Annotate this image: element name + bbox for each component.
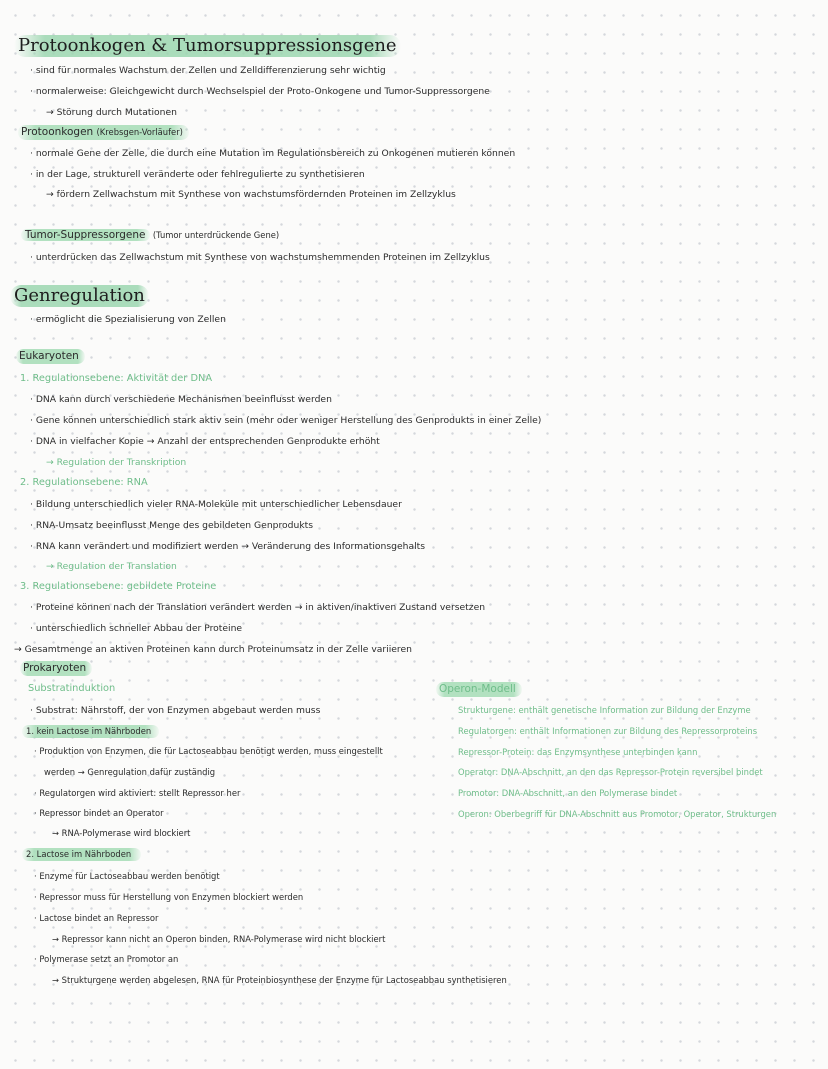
section-title-protoonkogen: Protoonkogen & Tumorsuppressionsgene: [14, 35, 401, 57]
section-title-genregulation: Genregulation: [10, 285, 149, 307]
proto-line-6: → fördern Zellwachstum mit Synthese von wachstumsfördernden Proteinen im Zellzyklus: [46, 189, 456, 200]
proto-line-4: · normale Gene der Zelle, die durch eine Mutation im Regulationsbereich zu Onkogenen mutieren können: [30, 148, 516, 159]
euk-line-1-1: · DNA kann durch verschiedene Mechanismen beeinflusst werden: [30, 394, 332, 405]
euk-line-1-4: → Regulation der Transkription: [46, 457, 187, 468]
operon-line-1: Strukturgene: enthält genetische Information zur Bildung der Enzyme: [458, 705, 751, 715]
gen-line-1: · ermöglicht die Spezialisierung von Zellen: [30, 314, 226, 325]
euk-line-1-2: · Gene können unterschiedlich stark aktiv sein (mehr oder weniger Herstellung des Genprodukts in einer Zelle): [30, 415, 542, 426]
prok-c2-line-6: → Strukturgene werden abgelesen, RNA für Proteinbiosynthese der Enzyme für Lactoseabbau synthetisieren: [52, 975, 507, 985]
euk-line-1-3: · DNA in vielfacher Kopie → Anzahl der entsprechenden Genprodukte erhöht: [30, 436, 380, 447]
proto-line-5: · in der Lage, strukturell veränderte oder fehlregulierte zu synthetisieren: [30, 169, 365, 180]
heading-eukaryoten: Eukaryoten: [16, 349, 85, 364]
prok-c1-line-4: → RNA-Polymerase wird blockiert: [52, 828, 191, 838]
operon-line-2: Regulatorgen: enthält Informationen zur Bildung des Repressorproteins: [458, 726, 758, 736]
heading-prokaryoten: Prokaryoten: [20, 661, 92, 676]
heading-protoonkogen: [18, 125, 189, 140]
heading-regulationsebene-2: 2. Regulationsebene: RNA: [20, 477, 148, 488]
prok-c2-line-1: · Enzyme für Lactoseabbau werden benötigt: [34, 871, 220, 881]
prok-c2-line-3: · Lactose bindet an Repressor: [34, 913, 159, 923]
operon-line-6: Operon: Oberbegriff für DNA-Abschnitt aus Promotor, Operator, Strukturgen: [458, 809, 777, 819]
proto-line-7: · unterdrücken das Zellwachstum mit Synthese von wachstumshemmenden Proteinen im Zellzyklus: [30, 252, 490, 263]
heading-regulationsebene-3: 3. Regulationsebene: gebildete Proteine: [20, 581, 217, 592]
prok-c1-line-3: · Repressor bindet an Operator: [34, 808, 164, 818]
operon-line-4: Operator: DNA-Abschnitt, an den das Repressor-Protein reversibel bindet: [458, 767, 763, 777]
heading-tumor-note: (Tumor unterdrückende Gene): [152, 230, 280, 240]
heading-kein-lactose: 1. kein Lactose im Nährboden: [22, 725, 159, 738]
heading-operon-modell: Operon-Modell: [436, 682, 522, 697]
euk-line-2-2: · RNA-Umsatz beeinflusst Menge des gebildeten Genprodukts: [30, 520, 314, 531]
heading-lactose-im-naehrboden: 2. Lactose im Nährboden: [22, 848, 141, 861]
prok-c1-line-1b: werden → Genregulation dafür zuständig: [44, 767, 216, 777]
euk-line-3-3: → Gesamtmenge an aktiven Proteinen kann durch Proteinumsatz in der Zelle variieren: [14, 644, 412, 655]
heading-regulationsebene-1: 1. Regulationsebene: Aktivität der DNA: [20, 373, 213, 384]
heading-tumor-suppressorgene: [18, 228, 285, 243]
operon-line-5: Promotor: DNA-Abschnitt, an den Polymerase bindet: [458, 788, 678, 798]
heading-protoonkogen-label: Protoonkogen: [21, 126, 94, 138]
operon-line-3: Repressor-Protein: das Enzymsynthese unterbinden kann: [458, 747, 698, 757]
prok-c2-line-2: · Repressor muss für Herstellung von Enzymen blockiert werden: [34, 892, 304, 902]
proto-line-1: · sind für normales Wachstum der Zellen und Zelldifferenzierung sehr wichtig: [30, 65, 386, 76]
heading-substratinduktion: Substratinduktion: [28, 683, 116, 694]
euk-line-3-1: · Proteine können nach der Translation verändert werden → in aktiven/inaktiven Zustand versetzen: [30, 602, 486, 613]
prok-substrat-line: · Substrat: Nährstoff, der von Enzymen abgebaut werden muss: [30, 705, 321, 716]
euk-line-2-1: · Bildung unterschiedlich vieler RNA-Moleküle mit unterschiedlicher Lebensdauer: [30, 499, 402, 510]
euk-line-2-4: → Regulation der Translation: [46, 561, 177, 572]
proto-line-3: → Störung durch Mutationen: [46, 107, 177, 118]
prok-c2-line-5: · Polymerase setzt an Promotor an: [34, 954, 179, 964]
heading-tumor-label: Tumor-Suppressorgene: [21, 229, 150, 241]
proto-line-2: · normalerweise: Gleichgewicht durch Wechselspiel der Proto-Onkogene und Tumor-Suppressorgene: [30, 86, 490, 97]
heading-protoonkogen-note: (Krebsgen-Vorläufer): [96, 127, 183, 137]
prok-c2-line-4: → Repressor kann nicht an Operon binden, RNA-Polymerase wird nicht blockiert: [52, 934, 386, 944]
prok-c1-line-2: · Regulatorgen wird aktiviert: stellt Repressor her: [34, 788, 241, 798]
prok-c1-line-1: · Produktion von Enzymen, die für Lactoseabbau benötigt werden, muss eingestellt: [34, 746, 383, 756]
euk-line-3-2: · unterschiedlich schneller Abbau der Proteine: [30, 623, 243, 634]
euk-line-2-3: · RNA kann verändert und modifiziert werden → Veränderung des Informationsgehalts: [30, 541, 426, 552]
